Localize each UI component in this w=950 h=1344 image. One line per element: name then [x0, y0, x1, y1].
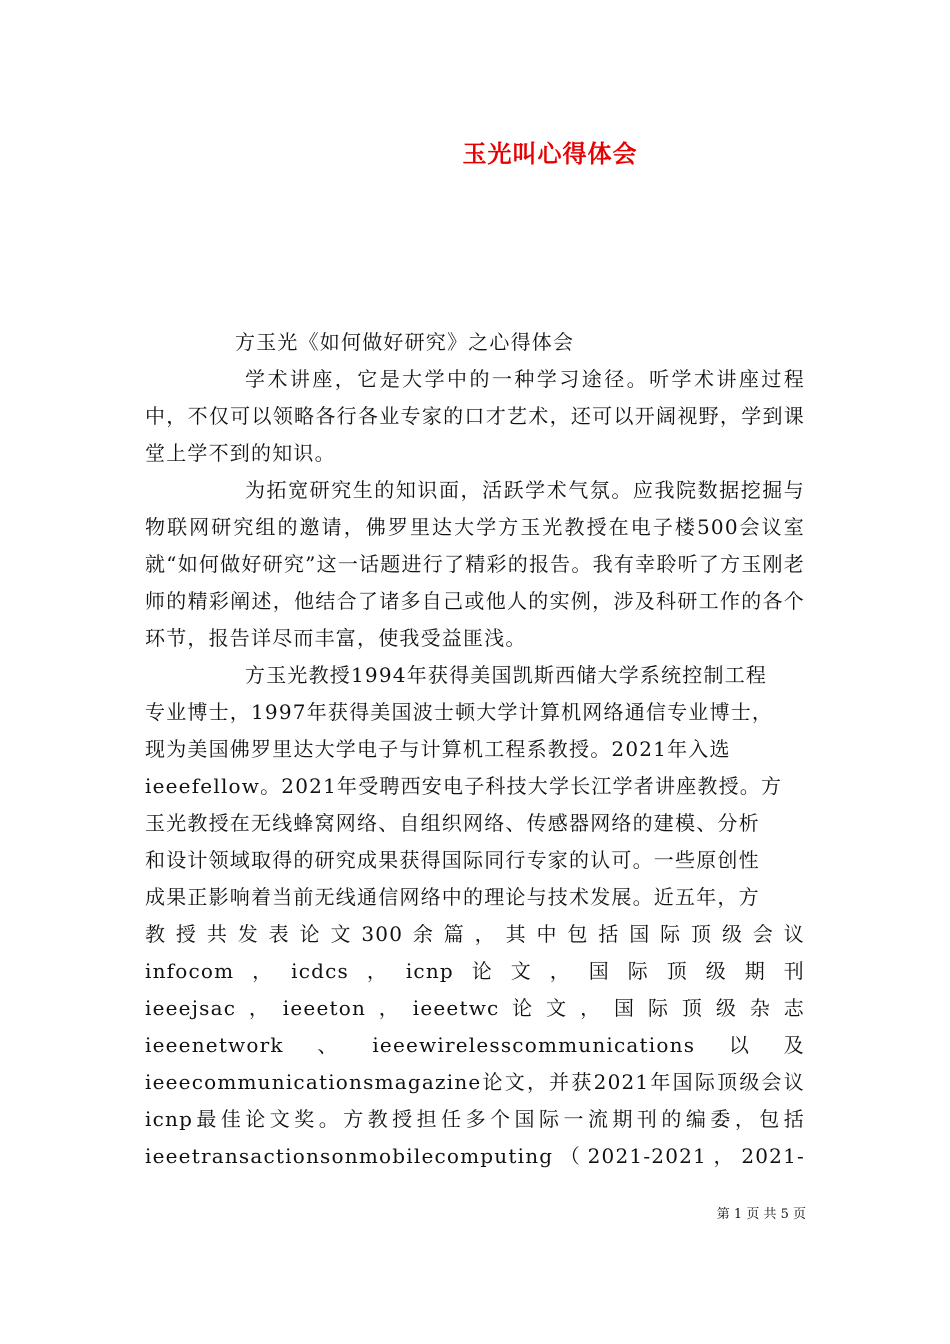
biography-line: icnp最佳论文奖。方教授担任多个国际一流期刊的编委，包括 — [145, 1107, 805, 1131]
paragraph-intro: 学术讲座，它是大学中的一种学习途径。听学术讲座过程中，不仅可以领略各行各业专家的口才艺术，还可以开阔视野，学到课堂上学不到的知识。 — [145, 367, 805, 465]
biography-line: 专业博士，1997年获得美国波士顿大学计算机网络通信专业博士， — [145, 700, 774, 724]
biography-line: 成果正影响着当前无线通信网络中的理论与技术发展。近五年，方 — [145, 885, 760, 909]
document-body — [145, 324, 805, 1175]
biography-line: ieeenetwork、ieeewirelesscommunications以及 — [145, 1033, 805, 1057]
biography-line: ieeefellow。2021年受聘西安电子科技大学长江学者讲座教授。方 — [145, 774, 783, 798]
biography-line: ieeecommunicationsmagazine论文，并获2021年国际顶级会议 — [145, 1070, 805, 1094]
biography-line: ieeetransactionsonmobilecomputing（2021-2021，2021- — [145, 1144, 805, 1168]
paragraph-lecture: 为拓宽研究生的知识面，活跃学术气氛。应我院数据挖掘与物联网研究组的邀请，佛罗里达大学方玉光教授在电子楼500会议室就“如何做好研究”这一话题进行了精彩的报告。我有幸聆听了方玉刚老师的精彩阐述，他结合了诸多自己或他人的实例，涉及科研工作的各个环节，报告详尽而丰富，使我受益匪浅。 — [145, 478, 805, 650]
biography-line: 玉光教授在无线蜂窝网络、自组织网络、传感器网络的建模、分析 — [145, 811, 760, 835]
biography-line: 和设计领域取得的研究成果获得国际同行专家的认可。一些原创性 — [145, 848, 760, 872]
biography-line: 教授共发表论文300余篇，其中包括国际顶级会议 — [145, 922, 805, 946]
paragraph-biography — [145, 657, 805, 1175]
page-footer: 第 1 页 共 5 页 — [716, 1207, 806, 1222]
biography-line: 现为美国佛罗里达大学电子与计算机工程系教授。2021年入选 — [145, 737, 731, 761]
document-subtitle: 方玉光《如何做好研究》之心得体会 — [235, 330, 575, 354]
document-title: 玉光叫心得体会 — [462, 139, 638, 168]
biography-line: 方玉光教授1994年获得美国凯斯西储大学系统控制工程 — [245, 663, 768, 687]
biography-line: ieeejsac，ieeeton，ieeetwc论文，国际顶级杂志 — [145, 996, 805, 1020]
biography-line: infocom，icdcs，icnp论文，国际顶级期刊 — [145, 959, 805, 983]
